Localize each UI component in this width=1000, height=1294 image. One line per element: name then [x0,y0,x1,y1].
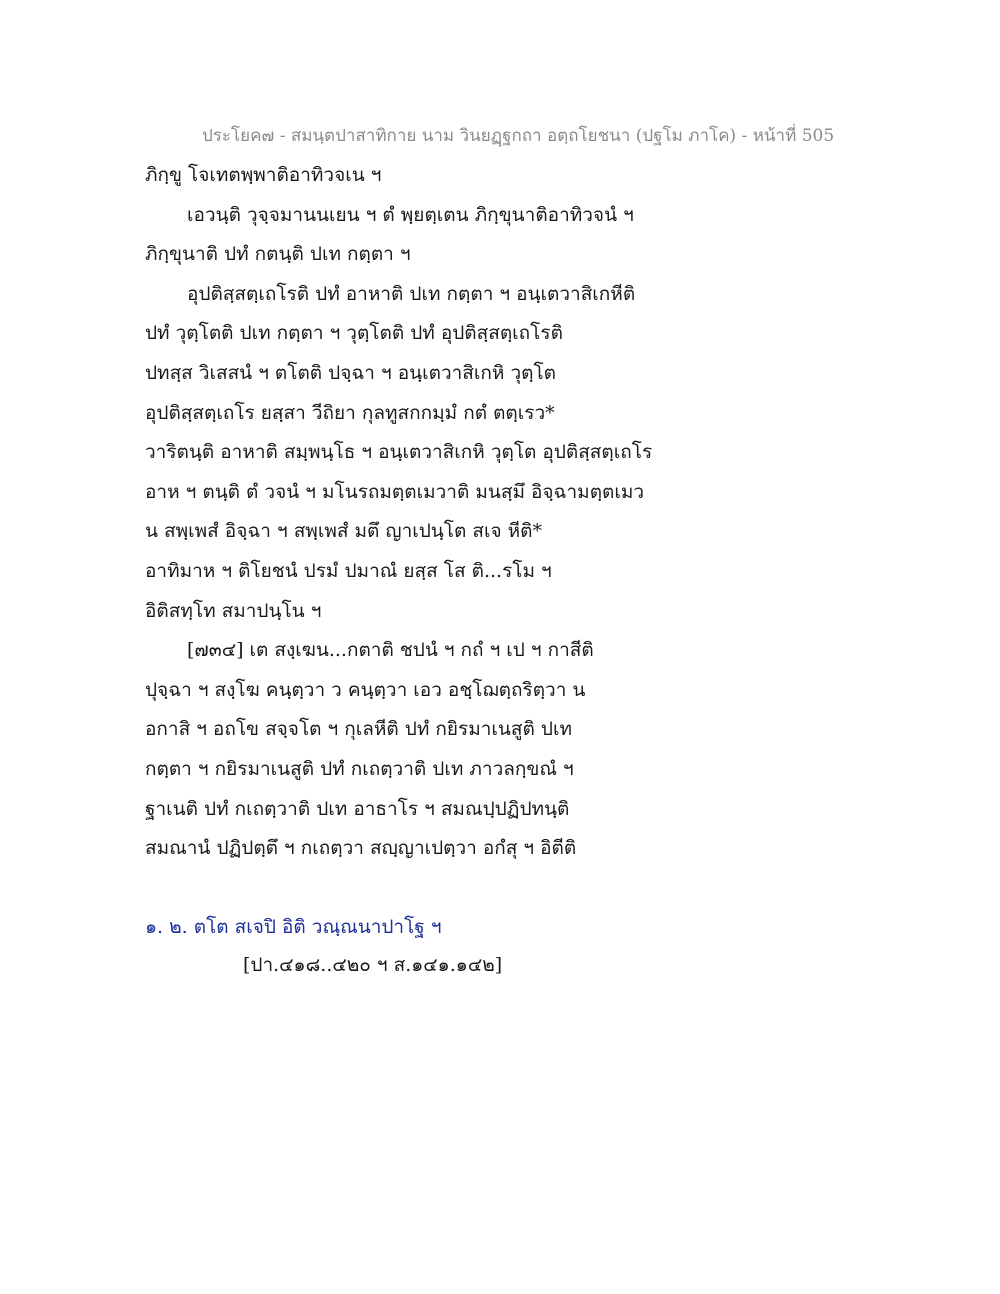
text-line: อาห ฯ ตนฺติ ตํ วจนํ ฯ มโนรถมตฺตเมวาติ มนสฺมึ อิจฺฉามตฺตเมว [145,480,645,503]
page-reference: [ปา.๔๑๘..๔๒๐ ฯ ส.๑๔๑.๑๔๒] [243,954,503,976]
text-line: สมณานํ ปฏิปตฺตึ ฯ กเถตฺวา สญฺญาเปตฺวา อกํสุ ฯ อิตีติ [145,837,577,860]
text-line: เอวนฺติ วุจฺจมานนเยน ฯ ตํ พฺยตฺเตน ภิกฺขุนาติอาทิวจนํ ฯ [187,203,634,226]
text-line: วาริตนฺติ อาหาติ สมฺพนฺโธ ฯ อนฺเตวาสิเกหิ วุตฺโต อุปติสฺสตฺเถโร [145,441,653,464]
text-line: อิติสทฺโท สมาปนฺโน ฯ [145,599,322,622]
text-line: อกาสิ ฯ อถโข สจฺจโต ฯ กุเลหีติ ปทํ กยิรมาเนสูติ ปเท [145,718,572,741]
text-line: กตฺตา ฯ กยิรมาเนสูติ ปทํ กเถตฺวาติ ปเท ภาวลกฺขณํ ฯ [145,757,574,780]
text-line: ฐาเนติ ปทํ กเถตฺวาติ ปเท อาธาโร ฯ สมณปฺปฏิปทนฺติ [145,797,570,820]
text-line: อุปติสฺสตฺเถโรติ ปทํ อาหาติ ปเท กตฺตา ฯ อนฺเตวาสิเกหีติ [187,282,636,305]
text-line: [๗๓๔] เต สงฺเฆน...กตาติ ชปนํ ฯ กถํ ฯ เป ฯ กาสีติ [187,639,594,662]
text-line: ภิกฺขุนาติ ปทํ กตนฺติ ปเท กตฺตา ฯ [145,243,411,266]
text-line: ปทํ วุตฺโตติ ปเท กตฺตา ฯ วุตฺโตติ ปทํ อุปติสฺสตฺเถโรติ [145,322,563,345]
text-line: ปุจฺฉา ฯ สงฺโฆ คนฺตฺวา ว คนฺตฺวา เอว อชฺโฌตฺถริตฺวา น [145,678,586,701]
body-text [145,156,865,869]
text-line: อุปติสฺสตฺเถโร ยสฺสา วีถิยา กุลทูสกกมฺมํ กตํ ตตฺเรว* [145,401,555,424]
text-line: อาทิมาห ฯ ติโยชนํ ปรมํ ปมาณํ ยสฺส โส ติ...รโม ฯ [145,559,552,582]
text-line: ปทสฺส วิเสสนํ ฯ ตโตติ ปจฺฉา ฯ อนฺเตวาสิเกหิ วุตฺโต [145,361,557,384]
text-line: น สพฺเพสํ อิจฺฉา ฯ สพฺเพสํ มตึ ญาเปนฺโต สเจ หีติ* [145,520,542,543]
text-line: ภิกฺขู โจเทตพฺพาติอาทิวจเน ฯ [145,164,382,186]
page-header: ประโยค๗ - สมนฺตปาสาทิกาย นาม วินยฏฺฐกถา อตฺถโยชนา (ปฐโม ภาโค) - หน้าที่ 505 [202,126,835,146]
footnote: ๑. ๒. ตโต สเจปิ อิติ วณฺณนาปาโฐ ฯ [145,916,442,938]
